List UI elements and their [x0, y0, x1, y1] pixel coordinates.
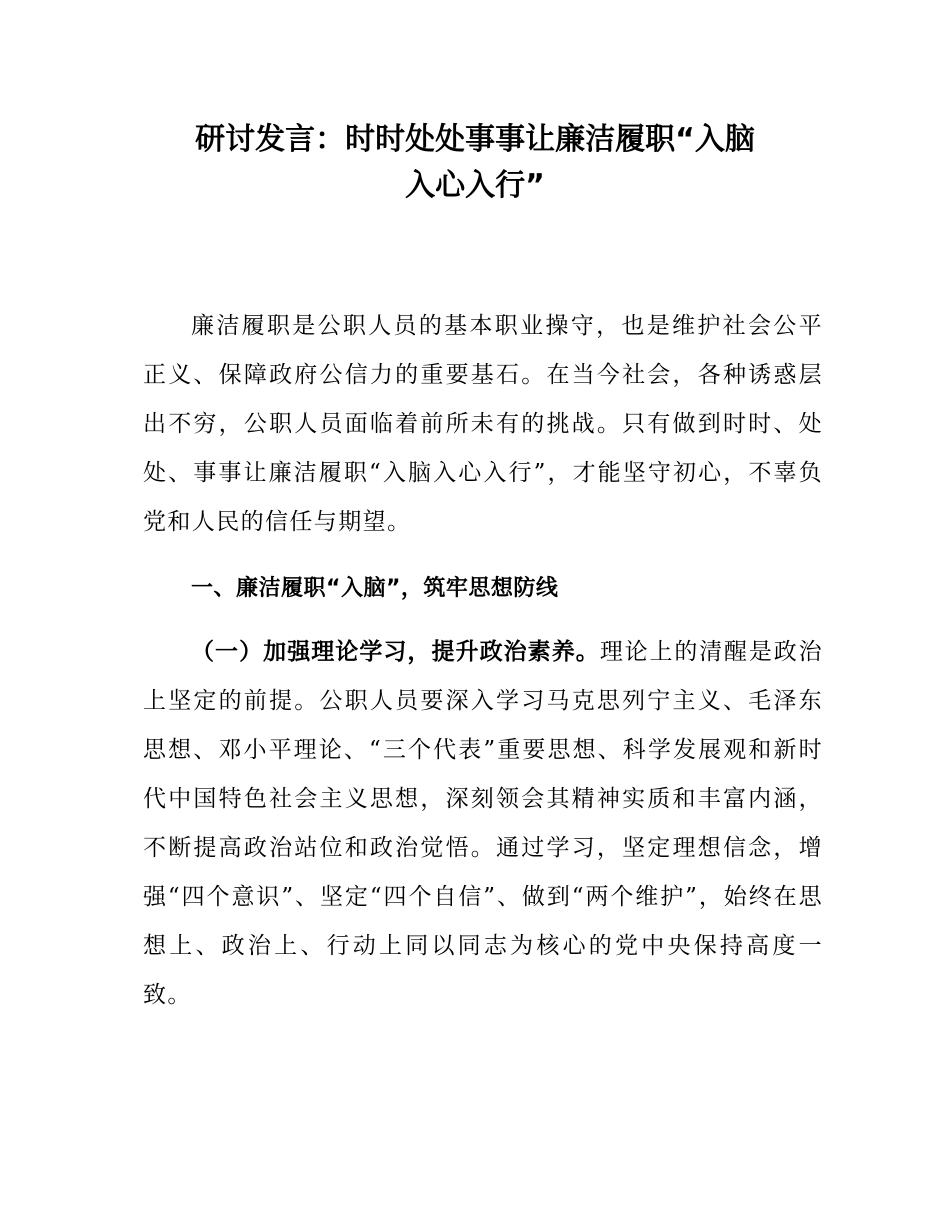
subsection-text-1: 理论上的清醒是政治上坚定的前提。公职人员要深入学习马克思列宁主义、毛泽东思想、邓小平理论、“三个代表”重要思想、科学发展观和新时代中国特色社会主义思想，深刻领会其精神实质和丰富内涵，不断提高政治站位和政治觉悟。通过学习，坚定理想信念，增强“四个意识”、坚定“四个自信”、做到“两个维护”，始终在思想上、政治上、行动上同以同志为核心的党中央保持高度一致。 — [143, 639, 823, 1008]
intro-paragraph: 廉洁履职是公职人员的基本职业操守，也是维护社会公平正义、保障政府公信力的重要基石。在当今社会，各种诱惑层出不穷，公职人员面临着前所未有的挑战。只有做到时时、处处、事事让廉洁履职“入脑入心入行”，才能坚守初心，不辜负党和人民的信任与期望。 — [143, 313, 823, 535]
document-title-line-1: 研讨发言：时时处处事事让廉洁履职“入脑 — [195, 122, 755, 157]
subsection-lead-1: （一）加强理论学习，提升政治素养。 — [191, 639, 600, 665]
subsection-paragraph-1 — [143, 628, 823, 1020]
document-title-line-2: 入心入行” — [405, 168, 545, 203]
section-heading-1: 一、廉洁履职“入脑”，筑牢思想防线 — [191, 576, 559, 601]
